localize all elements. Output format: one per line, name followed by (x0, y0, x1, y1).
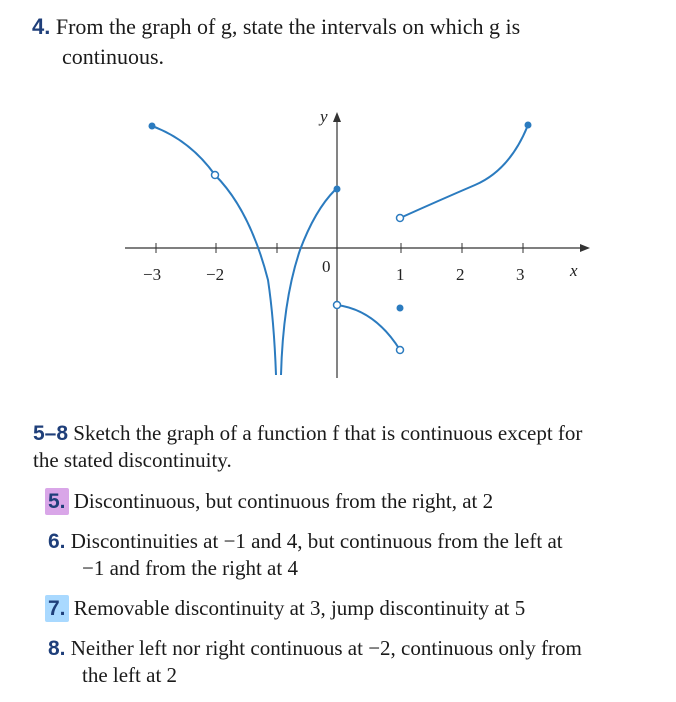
exercise-6 (48, 528, 658, 582)
closed-point-neg3 (149, 123, 156, 130)
tick-label-0: 0 (322, 257, 331, 276)
section-5-8 (33, 420, 663, 474)
graph-points (149, 122, 532, 354)
closed-point-1 (397, 305, 404, 312)
exercise-8-text-line1: Neither left nor right continuous at −2, continuous only from (70, 636, 582, 660)
tick-label-neg3: −3 (143, 265, 162, 284)
curve-right (400, 125, 528, 218)
exercise-8 (48, 635, 658, 689)
exercise-8-text-line2: the left at 2 (82, 663, 178, 687)
exercise-5 (48, 488, 658, 515)
section-text-line1: Sketch the graph of a function f that is continuous except for (73, 421, 583, 445)
curve-mid (337, 305, 400, 350)
open-point-1-upper (397, 215, 404, 222)
tick-label-neg2: −2 (206, 265, 225, 284)
problem-4 (32, 12, 652, 72)
problem-4-number: 4. (32, 14, 51, 39)
exercise-list (48, 488, 658, 702)
exercise-5-text: Discontinuous, but continuous from the right, at 2 (73, 489, 494, 513)
exercise-8-number: 8. (48, 637, 66, 660)
exercise-7 (48, 595, 658, 622)
curve-left-2 (215, 175, 276, 375)
problem-4-text-line2: continuous. (62, 44, 165, 69)
y-axis-arrow-icon (333, 112, 341, 122)
curve-left-3 (281, 190, 335, 375)
function-graph (110, 100, 600, 385)
open-point-neg2 (212, 172, 219, 179)
exercise-5-number: 5. (45, 488, 69, 515)
tick-label-1: 1 (396, 265, 405, 284)
exercise-7-text: Removable discontinuity at 3, jump discontinuity at 5 (73, 596, 526, 620)
exercise-6-text-line2: −1 and from the right at 4 (82, 556, 298, 580)
section-range: 5–8 (33, 422, 69, 445)
section-text-line2: the stated discontinuity. (33, 448, 232, 472)
curve-left-1 (152, 126, 215, 175)
graph-curves (152, 125, 528, 375)
x-axis-label: x (570, 261, 578, 280)
problem-4-text-line1: From the graph of g, state the intervals on which g is (55, 14, 521, 39)
open-point-1-lower (397, 347, 404, 354)
exercise-6-number: 6. (48, 530, 66, 553)
x-axis-arrow-icon (580, 244, 590, 252)
exercise-7-number: 7. (45, 595, 69, 622)
closed-point-3 (525, 122, 532, 129)
tick-label-2: 2 (456, 265, 465, 284)
exercise-6-text-line1: Discontinuities at −1 and 4, but continuous from the left at (70, 529, 563, 553)
tick-label-3: 3 (516, 265, 525, 284)
closed-point-0 (334, 186, 341, 193)
open-point-0-lower (334, 302, 341, 309)
y-axis-label: y (320, 107, 328, 126)
